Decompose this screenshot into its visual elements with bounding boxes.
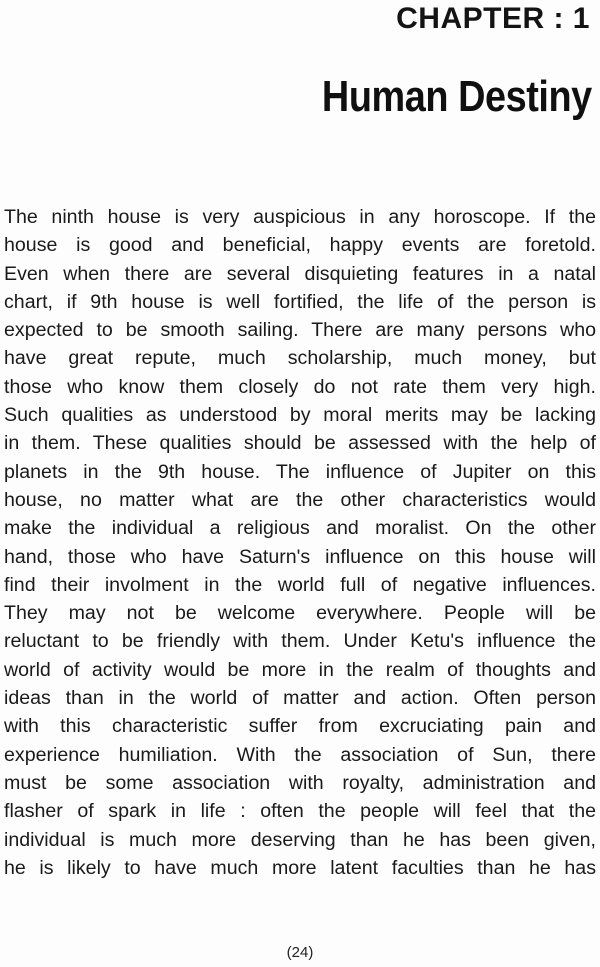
text-line: hand, those who have Saturn's influence on this house will	[4, 545, 596, 568]
chapter-title: Human Destiny	[322, 72, 592, 121]
text-line: house, no matter what are the other characteristics would	[4, 488, 596, 511]
body-paragraph	[4, 203, 596, 882]
text-line: reluctant to be friendly with them. Under Ketu's influence the	[4, 630, 596, 653]
text-line: have great repute, much scholarship, much money, but	[4, 347, 596, 370]
text-line: Even when there are several disquieting features in a natal	[4, 262, 596, 285]
text-line: chart, if 9th house is well fortified, the life of the person is	[4, 290, 596, 313]
text-line: those who know them closely do not rate them very high.	[4, 375, 596, 398]
page-number: (24)	[286, 944, 314, 961]
text-line: experience humiliation. With the association of Sun, there	[4, 743, 596, 766]
text-line: he is likely to have much more latent faculties than he has	[4, 856, 596, 879]
text-line: Such qualities as understood by moral merits may be lacking	[4, 404, 596, 427]
chapter-label: CHAPTER : 1	[396, 2, 590, 35]
text-line: The ninth house is very auspicious in any horoscope. If the	[4, 206, 596, 228]
text-line: house is good and beneficial, happy events are foretold.	[4, 234, 596, 257]
text-line: find their involment in the world full of negative influences.	[4, 573, 596, 596]
text-line: planets in the 9th house. The influence of Jupiter on this	[4, 460, 596, 483]
text-line: flasher of spark in life : often the people will feel that the	[4, 800, 596, 823]
text-line: world of activity would be more in the realm of thoughts and	[4, 658, 596, 681]
text-line: expected to be smooth sailing. There are many persons who	[4, 319, 596, 342]
text-line: in them. These qualities should be assessed with the help of	[4, 432, 596, 455]
text-line: with this characteristic suffer from excruciating pain and	[4, 715, 596, 738]
text-line: They may not be welcome everywhere. People will be	[4, 602, 596, 625]
text-line: must be some association with royalty, administration and	[4, 771, 596, 794]
text-line: individual is much more deserving than he has been given,	[4, 828, 596, 851]
text-line: ideas than in the world of matter and action. Often person	[4, 687, 596, 710]
text-line: make the individual a religious and moralist. On the other	[4, 517, 596, 540]
